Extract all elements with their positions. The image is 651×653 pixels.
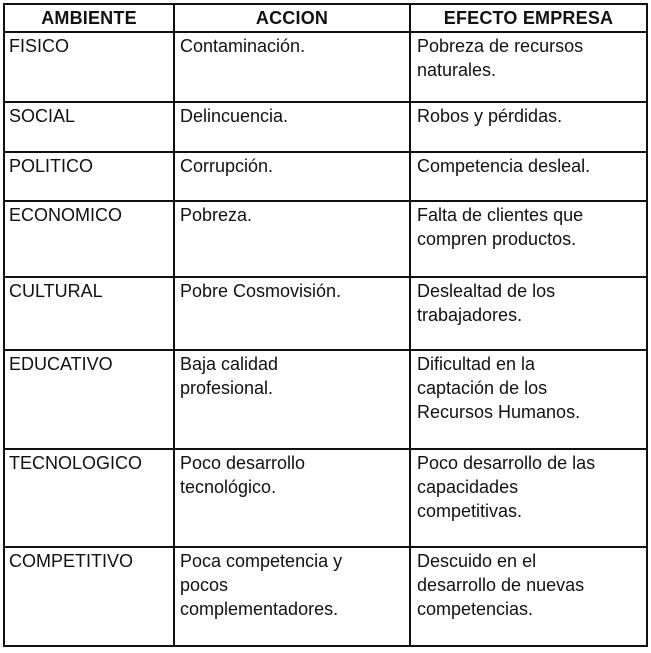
cell-ambiente: ECONOMICO — [4, 201, 174, 278]
cell-ambiente: CULTURAL — [4, 277, 174, 350]
cell-efecto: Poco desarrollo de las capacidades competitivas. — [410, 449, 647, 547]
table-row — [4, 547, 647, 646]
cell-accion: Poco desarrollo tecnológico. — [174, 449, 410, 547]
cell-efecto: Deslealtad de los trabajadores. — [410, 277, 647, 350]
header-ambiente: AMBIENTE — [4, 4, 174, 32]
table-row — [4, 350, 647, 449]
cell-ambiente: POLITICO — [4, 152, 174, 200]
cell-accion: Baja calidad profesional. — [174, 350, 410, 449]
cell-ambiente: COMPETITIVO — [4, 547, 174, 646]
cell-accion: Poca competencia y pocos complementadores. — [174, 547, 410, 646]
cell-ambiente: EDUCATIVO — [4, 350, 174, 449]
cell-accion: Pobreza. — [174, 201, 410, 278]
header-accion: ACCION — [174, 4, 410, 32]
environment-effects-table — [3, 3, 648, 647]
header-efecto-empresa: EFECTO EMPRESA — [410, 4, 647, 32]
table-row — [4, 277, 647, 350]
cell-accion: Corrupción. — [174, 152, 410, 200]
cell-accion: Pobre Cosmovisión. — [174, 277, 410, 350]
cell-efecto: Robos y pérdidas. — [410, 102, 647, 152]
cell-ambiente: TECNOLOGICO — [4, 449, 174, 547]
cell-ambiente: SOCIAL — [4, 102, 174, 152]
table-body — [4, 32, 647, 646]
table-row — [4, 201, 647, 278]
table-row — [4, 152, 647, 200]
table-row — [4, 449, 647, 547]
cell-accion: Contaminación. — [174, 32, 410, 102]
cell-efecto: Descuido en el desarrollo de nuevas competencias. — [410, 547, 647, 646]
table-row — [4, 102, 647, 152]
cell-ambiente: FISICO — [4, 32, 174, 102]
table-row — [4, 32, 647, 102]
table-header — [4, 4, 647, 32]
cell-efecto: Pobreza de recursos naturales. — [410, 32, 647, 102]
cell-efecto: Falta de clientes que compren productos. — [410, 201, 647, 278]
cell-efecto: Dificultad en la captación de los Recursos Humanos. — [410, 350, 647, 449]
cell-efecto: Competencia desleal. — [410, 152, 647, 200]
header-row — [4, 4, 647, 32]
cell-accion: Delincuencia. — [174, 102, 410, 152]
